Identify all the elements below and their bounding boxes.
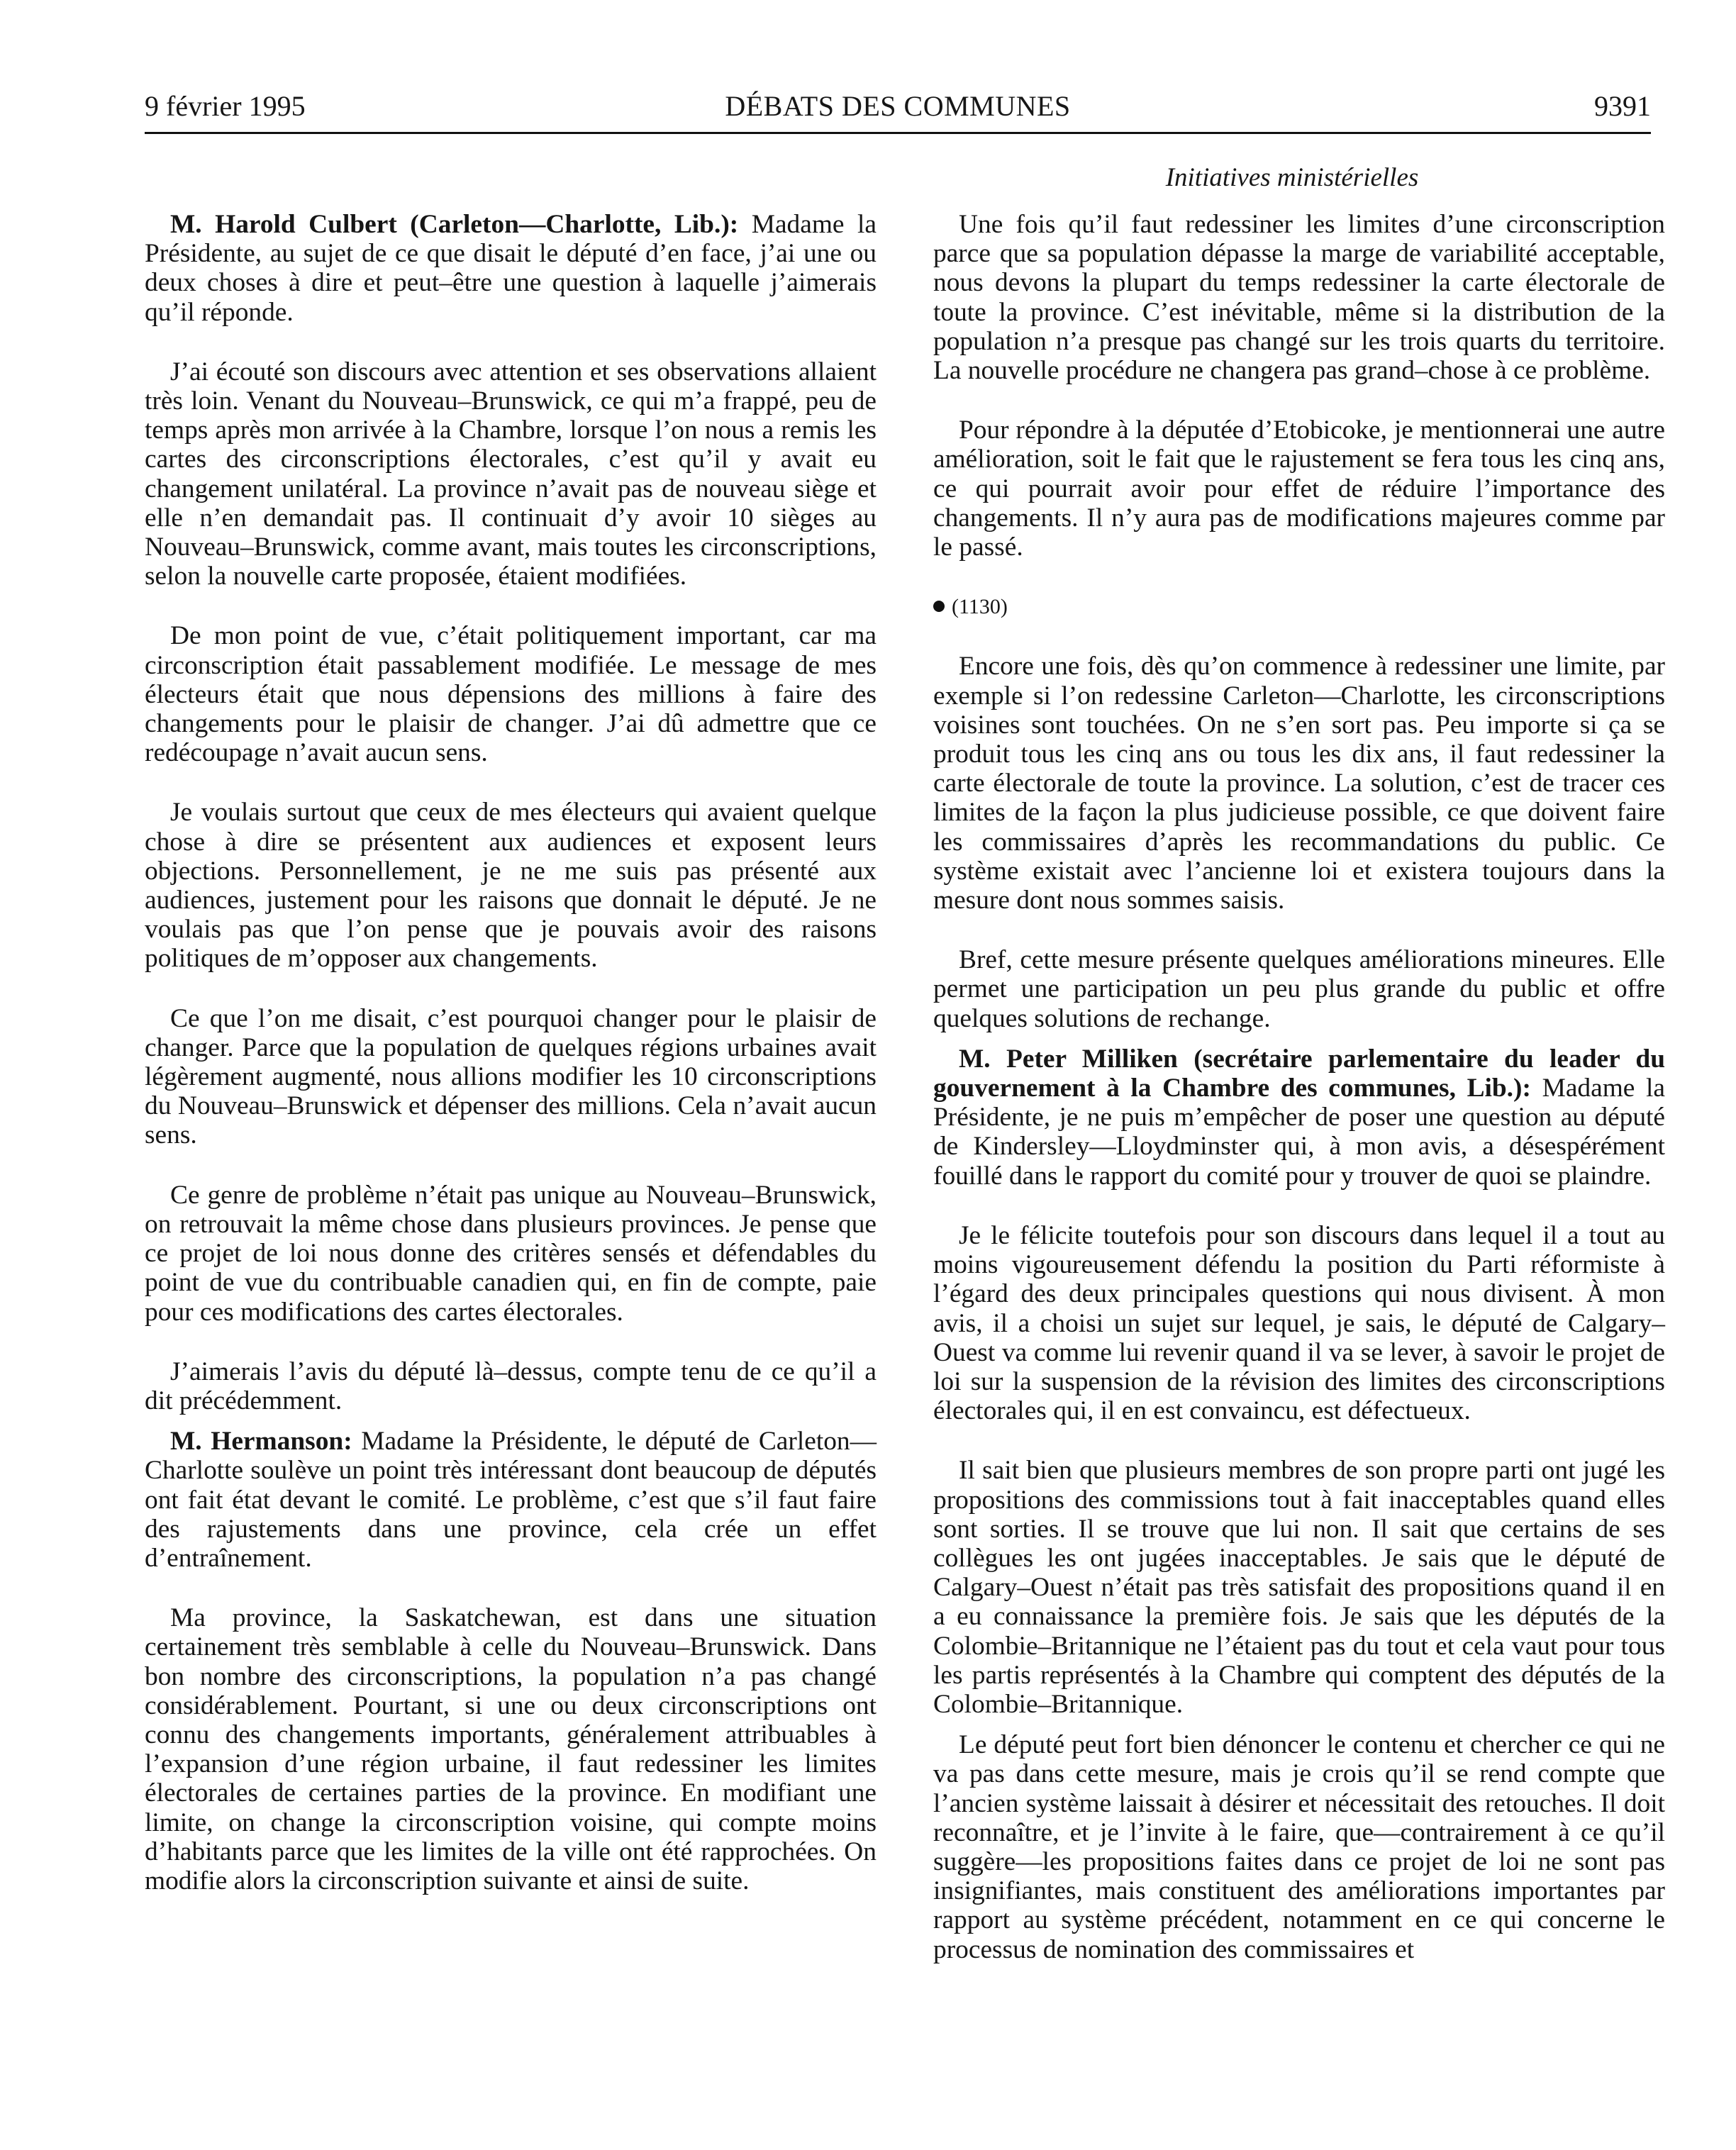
header-date: 9 février 1995 <box>145 90 306 122</box>
speech-text: Madame la Présidente, le député de Carleton—Charlotte soulève un point très intéressant dont beaucoup de députés ont fait état devant le comité. Le problème, c’est que s’il faut faire des rajustements dans une province, cela crée un effet d’entraînement. <box>145 1427 877 1573</box>
paragraph: Il sait bien que plusieurs membres de son propre parti ont jugé les propositions des commissions tout à fait inacceptables quand elles sont sorties. Il se trouve que lui non. Il sait que certains de ses collègues les ont jugées inacceptables. Je sais que le député de Calgary–Ouest n’était pas très satisfait des propositions quand il en a eu connaissance la première fois. Je sais que les députés de la Colombie–Britannique ne l’étaient pas du tout et cela vaut pour tous les partis représentés à la Chambre qui comptent des députés de la Colombie–Britannique. <box>933 1456 1665 1719</box>
bullet-icon <box>933 601 945 612</box>
paragraph: Le député peut fort bien dénoncer le contenu et chercher ce qui ne va pas dans cette mesure, mais je crois qu’il se rend compte que l’ancien système laissait à désirer et nécessitait des retouches. Il doit reconnaître, et je l’invite à le faire, que—contrairement à ce qu’il suggère—les propositions faites dans ce projet de loi ne sont pas insignifiantes, mais constituent des améliorations importantes par rapport au système précédent, notamment en ce qui concerne le processus de nomination des commissaires et <box>933 1730 1665 1964</box>
speaker-name: M. Harold Culbert (Carleton—Charlotte, Lib.): <box>170 210 739 239</box>
speaker-name: M. Peter Milliken (secrétaire parlementaire du leader du gouvernement à la Chambre des communes, Lib.): <box>933 1044 1665 1103</box>
header-rule <box>145 132 1651 134</box>
paragraph <box>145 210 877 327</box>
paragraph: Bref, cette mesure présente quelques améliorations mineures. Elle permet une participation un peu plus grande du public et offre quelques solutions de rechange. <box>933 945 1665 1033</box>
right-column <box>933 210 1665 1964</box>
paragraph: Je le félicite toutefois pour son discours dans lequel il a tout au moins vigoureusement défendu la position du Parti réformiste à l’égard des deux principales questions qui nous divisent. À mon avis, il a choisi un sujet sur lequel, je sais, le député de Calgary–Ouest va comme lui revenir quand il va se lever, à savoir le projet de loi sur la suspension de la révision des limites des circonscriptions électorales qui, il en est convaincu, est défectueux. <box>933 1220 1665 1426</box>
paragraph: Une fois qu’il faut redessiner les limites d’une circonscription parce que sa population dépasse la marge de variabilité acceptable, nous devons la plupart du temps redessiner la carte électorale de toute la province. C’est inévitable, même si la distribution de la population n’a presque pas changé sur les trois quarts du territoire. La nouvelle procédure ne changera pas grand–chose à ce problème. <box>933 210 1665 386</box>
paragraph: Ce que l’on me disait, c’est pourquoi changer pour le plaisir de changer. Parce que la population de quelques régions urbaines avait légèrement augmenté, nous allions modifier les 10 circonscriptions du Nouveau–Brunswick et dépenser des millions. Cela n’avait aucun sens. <box>145 1003 877 1150</box>
paragraph <box>933 1045 1665 1191</box>
speech-text: Madame la Présidente, je ne puis m’empêcher de poser une question au député de Kindersley—Lloydminster qui, à mon avis, a désespérément fouillé dans le rapport du comité pour y trouver de quoi se plaindre. <box>933 1074 1665 1191</box>
header-journal-title: DÉBATS DES COMMUNES <box>725 90 1071 122</box>
left-column <box>145 210 877 1895</box>
paragraph: J’aimerais l’avis du député là–dessus, compte tenu de ce qu’il a dit précédemment. <box>145 1357 877 1415</box>
speech-text: Madame la Présidente, au sujet de ce que disait le député d’en face, j’ai une ou deux choses à dire et peut–être une question à laquelle j’aimerais qu’il réponde. <box>145 210 877 327</box>
page-header <box>145 87 1651 126</box>
paragraph: Je voulais surtout que ceux de mes électeurs qui avaient quelque chose à dire se présentent aux audiences et exposent leurs objections. Personnellement, je ne me suis pas présenté aux audiences, justement pour les raisons que donnait le député. Je ne voulais pas que l’on pense que je pouvais avoir des raisons politiques de m’opposer aux changements. <box>145 798 877 974</box>
paragraph: Encore une fois, dès qu’on commence à redessiner une limite, par exemple si l’on redessine Carleton—Charlotte, les circonscriptions voisines sont touchées. On ne s’en sort pas. Peu importe si ça se produit tous les cinq ans ou tous les dix ans, il faut redessiner la carte électorale de toute la province. La solution, c’est de tracer ces limites de la façon la plus judicieuse possible, ce que doivent faire les commissaires d’après les recommandations du public. Ce système existait avec l’ancienne loi et existera toujours dans la mesure dont nous sommes saisis. <box>933 652 1665 915</box>
paragraph: De mon point de vue, c’était politiquement important, car ma circonscription était passablement modifiée. Le message de mes électeurs était que nous dépensions des millions à faire des changements pour le plaisir de changer. J’ai dû admettre que ce redécoupage n’avait aucun sens. <box>145 621 877 768</box>
speaker-name: M. Hermanson: <box>170 1427 352 1456</box>
time-marker-label: (1130) <box>952 595 1008 619</box>
time-marker <box>933 592 1665 621</box>
paragraph: Pour répondre à la députée d’Etobicoke, je mentionnerai une autre amélioration, soit le fait que le rajustement se fera tous les cinq ans, ce qui pourrait avoir pour effet de réduire l’importance des changements. Il n’y aura pas de modifications majeures comme par le passé. <box>933 416 1665 562</box>
header-page-number: 9391 <box>1594 90 1651 122</box>
running-head: Initiatives ministérielles <box>1165 163 1419 192</box>
paragraph <box>145 1427 877 1573</box>
paragraph: Ce genre de problème n’était pas unique au Nouveau–Brunswick, on retrouvait la même chose dans plusieurs provinces. Je pense que ce projet de loi nous donne des critères sensés et défendables du point de vue du contribuable canadien qui, en fin de compte, paie pour ces modifications des cartes électorales. <box>145 1180 877 1327</box>
paragraph: Ma province, la Saskatchewan, est dans une situation certainement très semblable à celle du Nouveau–Brunswick. Dans bon nombre des circonscriptions, la population n’a pas changé considérablement. Pourtant, si une ou deux circonscriptions ont connu des changements importants, généralement attribuables à l’expansion d’une région urbaine, il faut redessiner les limites électorales de certaines parties de la province. En modifiant une limite, on change la circonscription voisine, qui compte moins d’habitants parce que les limites de la ville ont été rapprochées. On modifie alors la circonscription suivante et ainsi de suite. <box>145 1603 877 1895</box>
paragraph: J’ai écouté son discours avec attention et ses observations allaient très loin. Venant du Nouveau–Brunswick, ce qui m’a frappé, peu de temps après mon arrivée à la Chambre, lorsque l’on nous a remis les cartes des circonscriptions électorales, c’est qu’il y avait eu changement unilatéral. La province n’avait pas de nouveau siège et elle n’en demandait pas. Il continuait d’y avoir 10 sièges au Nouveau–Brunswick, comme avant, mais toutes les circonscriptions, selon la nouvelle carte proposée, étaient modifiées. <box>145 357 877 591</box>
